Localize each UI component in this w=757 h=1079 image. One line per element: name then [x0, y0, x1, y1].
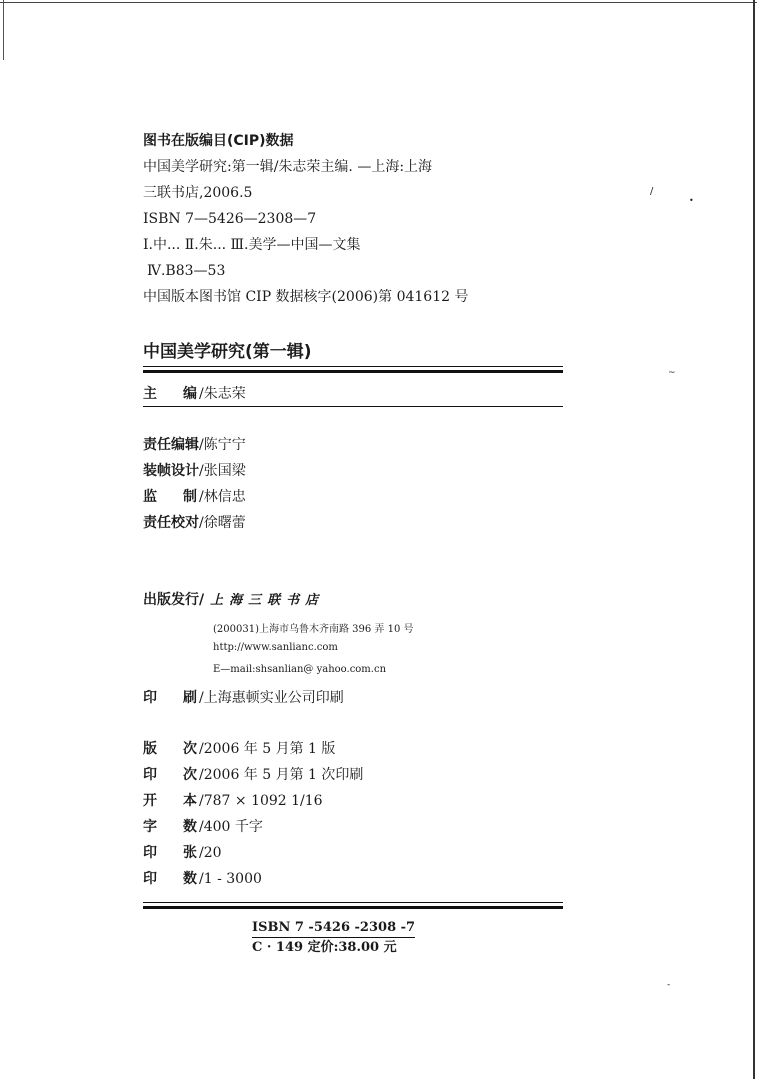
publisher-row [143, 589, 324, 609]
credit-value: /林信忠 [199, 489, 246, 505]
editor-row [143, 383, 246, 403]
credit-label: 监 [143, 489, 157, 505]
publisher-label: 出版发行/ [143, 592, 205, 608]
spec-row [143, 738, 335, 758]
scan-edge-top [0, 2, 757, 3]
price-line: C · 149 定价:38.00 元 [252, 940, 397, 955]
credit-label: 装帧设计 [143, 463, 199, 479]
editor-value: /朱志荣 [199, 386, 246, 402]
cip-line: Ⅳ.B83—53 [147, 263, 226, 279]
spec-value: /2006 年 5 月第 1 版 [199, 741, 336, 757]
scan-speck: / [650, 186, 654, 197]
spec-label: 数 [183, 871, 197, 887]
printer-label: 刷 [183, 690, 197, 706]
scan-speck: ~ [668, 368, 676, 378]
spec-label: 印 [143, 871, 157, 887]
cip-line: 中国版本图书馆 CIP 数据核字(2006)第 041612 号 [143, 289, 469, 305]
spec-label: 数 [183, 819, 197, 835]
scan-edge-right [753, 0, 755, 1079]
cip-line: ISBN 7—5426—2308—7 [143, 211, 317, 227]
cip-line: 中国美学研究:第一辑/朱志荣主编. —上海:上海 [143, 159, 433, 175]
credit-label: 制 [183, 489, 197, 505]
publisher-email: E—mail:shsanlian@ yahoo.com.cn [213, 664, 387, 675]
cip-block [143, 128, 468, 310]
editor-label: 主 [143, 386, 157, 402]
book-title: 中国美学研究(第一辑) [143, 342, 312, 362]
spec-label: 次 [183, 741, 197, 757]
credit-row [143, 460, 246, 480]
credit-value: /陈宁宁 [199, 437, 246, 453]
scan-speck: • [689, 196, 694, 205]
publisher-name: 上海三联书店 [210, 593, 325, 608]
credit-value: /徐曙蕾 [199, 515, 246, 531]
spec-label: 次 [183, 767, 197, 783]
divider [143, 902, 563, 903]
divider [143, 906, 563, 909]
spec-value: /787 × 1092 1/16 [199, 793, 323, 809]
spec-label: 开 [143, 793, 157, 809]
isbn-number: ISBN 7 -5426 -2308 -7 [252, 918, 415, 938]
spec-label: 版 [143, 741, 157, 757]
spec-label: 张 [183, 845, 197, 861]
printer-label: 印 [143, 690, 157, 706]
spec-label: 印 [143, 767, 157, 783]
credit-label: 责任编辑 [143, 437, 199, 453]
spec-label: 本 [183, 793, 197, 809]
printer-value: /上海惠顿实业公司印刷 [199, 690, 344, 706]
spec-label: 印 [143, 845, 157, 861]
divider [143, 366, 563, 367]
credit-row [143, 434, 246, 454]
spec-value: /1 - 3000 [199, 871, 262, 887]
spec-value: /2006 年 5 月第 1 次印刷 [199, 767, 364, 783]
scan-speck: - [667, 980, 671, 990]
isbn-footer [252, 918, 415, 957]
spec-value: /400 千字 [199, 819, 263, 835]
credit-label: 责任校对 [143, 515, 199, 531]
divider [143, 370, 563, 373]
printer-row [143, 687, 344, 707]
spec-row [143, 816, 263, 836]
cip-heading: 图书在版编目(CIP)数据 [143, 133, 294, 149]
spec-row [143, 842, 222, 862]
editor-label: 编 [183, 386, 197, 402]
publisher-address: (200031)上海市乌鲁木齐南路 396 弄 10 号 [213, 624, 414, 635]
credit-value: /张国梁 [199, 463, 246, 479]
credit-row [143, 512, 246, 532]
scan-edge-left [3, 0, 4, 60]
spec-value: /20 [199, 845, 222, 861]
cip-line: Ⅰ.中... Ⅱ.朱... Ⅲ.美学—中国—文集 [143, 237, 361, 253]
spec-row [143, 868, 262, 888]
cip-line: 三联书店,2006.5 [143, 185, 253, 201]
publisher-url: http://www.sanlianc.com [213, 642, 338, 653]
spec-row [143, 790, 323, 810]
credit-row [143, 486, 246, 506]
divider [143, 406, 563, 407]
spec-label: 字 [143, 819, 157, 835]
spec-row [143, 764, 363, 784]
